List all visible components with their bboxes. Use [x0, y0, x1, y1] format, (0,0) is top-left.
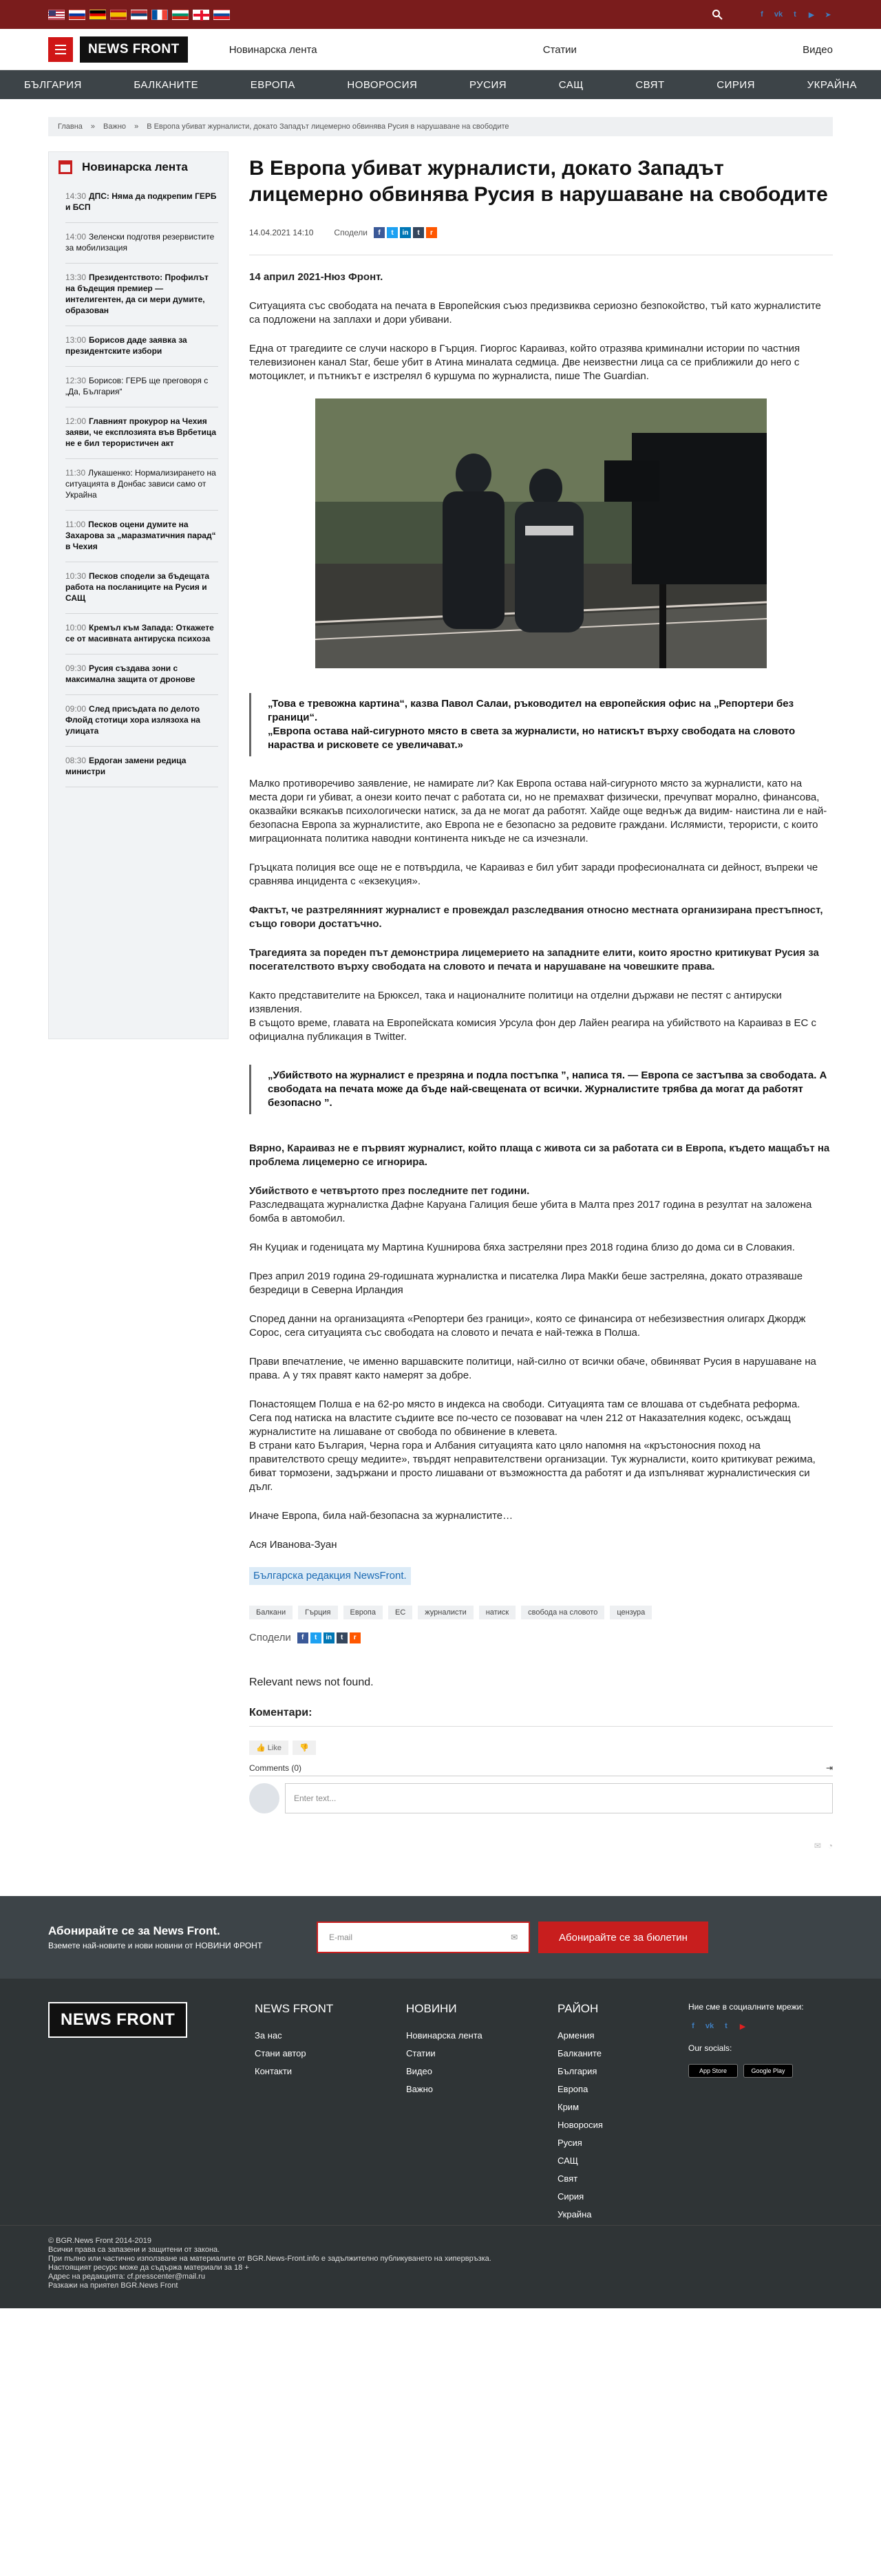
quote-line: „Европа остава най-сигурното място в света за журналисти, но натискът върху свободата на словото нараства и рисковете се увеличават.» — [268, 725, 796, 751]
subscribe-title: Абонирайте се за News Front. — [48, 1924, 220, 1937]
sidebar-news-item[interactable] — [65, 407, 218, 459]
youtube-icon[interactable]: ▶ — [739, 2022, 746, 2031]
sidebar-news-item[interactable] — [65, 695, 218, 747]
quote-line: „Това е тревожна картина“, казва Павол Салаи, ръководител на европейския офис на „Репортери без граници“. — [268, 698, 794, 723]
paragraph-line: Сега под натиска на властите съдиите все по-често се позовават на член 212 от Наказателния кодекс, осъждащ журналистите на лишаване от свобода по обвинение в клевета. — [249, 1412, 791, 1438]
our-socials-label: Our socials: — [688, 2043, 732, 2053]
telegram-icon[interactable]: ➤ — [825, 10, 831, 19]
nav-news-feed[interactable]: Новинарска лента — [229, 43, 317, 56]
menu-item-novorossiya[interactable]: НОВОРОСИЯ — [347, 78, 418, 91]
sidebar-news-item[interactable] — [65, 562, 218, 614]
thumbs-up-icon: 👍 — [256, 1744, 266, 1752]
like-label: Like — [267, 1744, 282, 1752]
copyright-line: При пълно или частично използване на материалите от BGR.News-Front.info е задължително публикуването на хипервръзка. — [48, 2255, 491, 2263]
news-headline: След присъдата по делото Флойд стотици хора излязоха на улицата — [65, 704, 200, 736]
article-author: Ася Иванова-Зуан — [249, 1539, 337, 1551]
dislike-button[interactable] — [293, 1741, 316, 1755]
copyright-line: © BGR.News Front 2014-2019 — [48, 2237, 151, 2245]
sidebar-news-item[interactable] — [65, 264, 218, 326]
share-reddit-icon[interactable]: r — [350, 1632, 361, 1643]
related-news: Relevant news not found. — [249, 1676, 374, 1688]
share-label: Сподели — [334, 228, 368, 237]
comment-input[interactable]: Enter text... — [285, 1783, 833, 1813]
header-nav — [188, 44, 833, 56]
menu-item-europe[interactable]: ЕВРОПА — [250, 78, 295, 91]
logo-front: FRONT — [132, 42, 180, 56]
subscribe-subtitle: Вземете най-новите и нови новини от НОВИНИ ФРОНТ — [48, 1941, 263, 1950]
like-button[interactable] — [249, 1741, 288, 1755]
flag-ge-icon[interactable] — [193, 10, 209, 20]
breadcrumb-home[interactable]: Главна — [58, 123, 83, 131]
flag-bg-icon[interactable] — [172, 10, 189, 20]
flag-fr-icon[interactable] — [151, 10, 168, 20]
search-icon[interactable] — [712, 9, 723, 20]
share-tumblr-icon[interactable]: t — [337, 1632, 348, 1643]
breadcrumb-current: В Европа убиват журналисти, докато Западът лицемерно обвинява Русия в нарушаване на свободите — [147, 123, 509, 131]
sidebar-header — [49, 152, 228, 182]
main-menu — [0, 70, 881, 99]
language-flags — [48, 10, 230, 20]
subscribe-button[interactable]: Абонирайте се за бюлетин — [538, 1922, 708, 1953]
tag[interactable]: журналисти — [418, 1606, 473, 1619]
footer-link[interactable]: Контакти — [255, 2066, 293, 2076]
article-body — [249, 270, 833, 1585]
calendar-icon — [59, 160, 72, 174]
news-headline: ДПС: Няма да подкрепим ГЕРБ и БСП — [65, 191, 217, 212]
share-facebook-icon[interactable]: f — [297, 1632, 308, 1643]
tag[interactable]: цензура — [610, 1606, 652, 1619]
avatar — [249, 1783, 279, 1813]
footer-link[interactable]: САЩ — [558, 2155, 578, 2166]
footer-col-region — [558, 2002, 688, 2224]
footer-link[interactable]: Украйна — [558, 2209, 592, 2220]
news-headline: Русия създава зони с максимална защита от дронове — [65, 663, 195, 684]
rss-icon[interactable]: ◔ — [827, 1841, 833, 1851]
footer-link[interactable]: Видео — [406, 2066, 432, 2076]
article-title: В Европа убиват журналисти, докато Западът лицемерно обвинява Русия в нарушаване на свободите — [249, 157, 828, 206]
menu-item-ukraine[interactable]: УКРАЙНА — [807, 78, 857, 91]
envelope-icon: ✉ — [510, 1933, 518, 1942]
nav-video[interactable]: Видео — [803, 43, 833, 56]
footer-link[interactable]: Сирия — [558, 2191, 584, 2202]
share-linkedin-icon[interactable]: in — [323, 1632, 335, 1643]
news-headline: Борисов даде заявка за президентските избори — [65, 335, 187, 356]
footer-col-news — [406, 2002, 558, 2224]
footer-link[interactable]: Стани автор — [255, 2048, 306, 2058]
vk-icon[interactable]: vk — [705, 2022, 714, 2030]
site-footer — [0, 1979, 881, 2225]
share-bar-bottom — [249, 1632, 833, 1643]
copyright-line: Всички права са запазени и защитени от закона. — [48, 2246, 220, 2254]
news-headline: Зеленски подготвя резервистите за мобилизация — [65, 232, 215, 253]
copyright-line: Адрес на редакцията: cf.presscenter@mail.ru — [48, 2272, 205, 2281]
menu-item-balkans[interactable]: БАЛКАНИТЕ — [134, 78, 199, 91]
twitter-icon[interactable]: t — [725, 2022, 728, 2030]
sidebar-news-item[interactable] — [65, 747, 218, 787]
news-time: 11:30 — [65, 468, 86, 478]
flag-sk-icon[interactable] — [213, 10, 230, 20]
breadcrumb — [48, 117, 833, 136]
tag[interactable]: свобода на словото — [521, 1606, 604, 1619]
article-date: 14.04.2021 14:10 — [249, 228, 314, 237]
news-time: 12:00 — [65, 416, 87, 426]
nav-articles[interactable]: Статии — [542, 43, 577, 56]
news-time: 10:00 — [65, 623, 87, 632]
sidebar — [48, 151, 229, 1851]
logo-news: NEWS — [88, 42, 129, 56]
flag-rs-icon[interactable] — [131, 10, 147, 20]
app-store-badge[interactable]: App Store — [688, 2064, 738, 2078]
flag-es-icon[interactable] — [110, 10, 127, 20]
footer-link[interactable]: Армения — [558, 2030, 595, 2041]
news-time: 12:30 — [65, 376, 87, 385]
site-logo[interactable] — [80, 36, 188, 63]
paragraph: Ян Куциак и годеницата му Мартина Кушнирова бяха застреляни през 2018 година близо до дома си в Словакия. — [249, 1242, 795, 1253]
copyright-line: Настоящият ресурс може да съдържа материали за 18 + — [48, 2264, 249, 2272]
news-time: 13:30 — [65, 273, 87, 282]
footer-link[interactable]: България — [558, 2066, 597, 2076]
youtube-icon[interactable]: ▶ — [808, 10, 815, 19]
footer-link[interactable]: За нас — [255, 2030, 282, 2041]
article — [249, 151, 833, 1851]
paragraph: Една от трагедиите се случи наскоро в Гърция. Гиоргос Караиваз, който отразява криминални истории по частния телевизионен канал Star, беше убит в Атина миналата седмица. Две неизвестни лица са се приближили до него с мотоциклет, и пътникът е изстрелял 6 куршума по журналиста, пише The Guardian. — [249, 343, 800, 382]
paragraph: Според данни на организацията «Репортери без граници», която се финансира от небезизвестния олигарх Джордж Сорос, сега ситуацията със свободата на словото и печата е най-тежка в Полша. — [249, 1313, 806, 1339]
paragraph — [249, 1398, 833, 1494]
sidebar-title: Новинарска лента — [82, 160, 188, 173]
paragraph: Трагедията за пореден път демонстрира лицемерието на западните елити, които яростно критикуват Русия за посегателството върху свободата на словото и печата и нарушаване на човешките права. — [249, 947, 819, 972]
flag-us-icon[interactable] — [48, 10, 65, 20]
tag[interactable]: натиск — [479, 1606, 516, 1619]
login-icon[interactable]: ⇥ — [825, 1763, 833, 1773]
news-headline: Борисов: ГЕРБ ще преговоря с „Да, България“ — [65, 376, 209, 396]
paragraph: Гръцката полиция все още не е потвърдила, че Караиваз е бил убит заради професионалната си дейност, въпреки че сравнява инцидента с «екзекуция». — [249, 862, 818, 887]
news-time: 09:00 — [65, 704, 87, 714]
news-time: 14:30 — [65, 191, 87, 201]
breadcrumb-separator: » — [134, 123, 139, 131]
news-feed-box — [48, 151, 229, 1039]
footer-link[interactable]: Новинарска лента — [406, 2030, 482, 2041]
paragraph — [249, 989, 833, 1044]
flag-de-icon[interactable] — [89, 10, 106, 20]
breadcrumb-separator: » — [90, 123, 96, 131]
menu-item-world[interactable]: СВЯТ — [635, 78, 665, 91]
vk-icon[interactable]: vk — [774, 10, 783, 19]
footer-col-title: NEWS FRONT — [255, 2002, 334, 2015]
tag[interactable]: Гърция — [298, 1606, 337, 1619]
article-meta — [249, 227, 833, 255]
source-link[interactable]: Българска редакция NewsFront. — [249, 1567, 411, 1585]
footer-logo[interactable] — [48, 2002, 187, 2038]
menu-item-syria[interactable]: СИРИЯ — [717, 78, 755, 91]
news-headline: Лукашенко: Нормализирането на ситуацията в Донбас зависи само от Украйна — [65, 468, 216, 500]
paragraph-line: Убийството е четвъртото през последните пет години. — [249, 1185, 530, 1197]
sidebar-news-item[interactable] — [65, 459, 218, 511]
top-bar — [0, 0, 881, 29]
logo-news: NEWS — [61, 2010, 112, 2029]
logo-front: FRONT — [116, 2010, 176, 2029]
social-title: Ние сме в социалните мрежи: — [688, 2002, 804, 2012]
footer-link[interactable]: Статии — [406, 2048, 436, 2058]
article-lead: 14 април 2021-Нюз Фронт. — [249, 271, 383, 283]
news-time: 09:30 — [65, 663, 87, 673]
news-headline: Песков оцени думите на Захарова за „маразматичния парад“ в Чехия — [65, 520, 216, 551]
quote-block — [249, 1065, 833, 1114]
menu-burger-button[interactable] — [48, 37, 73, 62]
sidebar-news-item[interactable] — [65, 182, 218, 223]
footer-col-title: НОВИНИ — [406, 2002, 457, 2015]
quote-block — [249, 693, 833, 756]
news-headline: Ердоган замени редица министри — [65, 756, 187, 776]
news-time: 10:30 — [65, 571, 87, 581]
menu-item-russia[interactable]: РУСИЯ — [469, 78, 507, 91]
footer-col-newsfront — [255, 2002, 406, 2224]
sidebar-news-item[interactable] — [65, 223, 218, 264]
quote-line: „Убийството на журналист е презряна и подла постъпка ”, написа тя. — Европа се застъпва за свободата. А свободата на печата може да бъде най-свещената от всички. Журналистите трябва да могат да работят безопасно ”. — [268, 1069, 827, 1109]
share-tumblr-icon[interactable]: t — [413, 227, 424, 238]
paragraph: През април 2019 година 29-годишната журналистка и писателка Лира МакКи беше застреляна, докато отразяваше безредици в Северна Ирландия — [249, 1270, 803, 1296]
paragraph-line: Понастоящем Полша е на 62-ро място в индекса на свободи. Ситуацията там се влошава от съдебната реформа. — [249, 1398, 800, 1410]
paragraph: Фактът, че разтрелянният журналист е провеждал разследвания относно местната организирана престъпност, също говори достатъчно. — [249, 904, 823, 930]
sidebar-news-item[interactable] — [65, 326, 218, 367]
news-headline: Главният прокурор на Чехия заяви, че експлозията във Врбетица не е бил терористичен акт — [65, 416, 217, 448]
share-label: Сподели — [249, 1632, 291, 1643]
thumbs-down-icon: 👎 — [299, 1744, 309, 1752]
sidebar-news-item[interactable] — [65, 511, 218, 562]
email-placeholder: E-mail — [329, 1933, 353, 1942]
share-bar — [334, 227, 437, 238]
sidebar-news-item[interactable] — [65, 614, 218, 654]
news-time: 14:00 — [65, 232, 87, 242]
news-list — [49, 182, 228, 787]
article-photo — [315, 398, 767, 668]
sidebar-news-item[interactable] — [65, 367, 218, 407]
facebook-icon[interactable]: f — [692, 2022, 694, 2030]
facebook-icon[interactable]: f — [761, 10, 763, 19]
comments-widget — [249, 1726, 833, 1851]
twitter-icon[interactable]: t — [794, 10, 796, 19]
paragraph-line: Както представителите на Брюксел, така и националните политици на отделни държави не пестят с антируски изявления. — [249, 990, 782, 1015]
paragraph — [249, 1184, 833, 1226]
comments-title: Коментари: — [249, 1707, 312, 1718]
tag[interactable]: Европа — [343, 1606, 383, 1619]
news-headline: Президентството: Профилът на бъдещия премиер — интелигентен, да си мери думите, образован — [65, 273, 209, 315]
paragraph-line: Разследващата журналистка Дафне Каруана Галиция беше убита в Малта през 2017 година в резултат на заложена бомба в автомобил. — [249, 1199, 812, 1224]
menu-item-usa[interactable]: САЩ — [558, 78, 584, 91]
footer-link[interactable]: Русия — [558, 2138, 582, 2148]
footer-social — [688, 2002, 804, 2224]
share-reddit-icon[interactable]: r — [426, 227, 437, 238]
footer-link[interactable]: Свят — [558, 2173, 578, 2184]
email-icon[interactable]: ✉ — [814, 1841, 821, 1851]
tag[interactable]: ЕС — [388, 1606, 412, 1619]
google-play-badge[interactable]: Google Play — [743, 2064, 793, 2078]
news-time: 13:00 — [65, 335, 87, 345]
share-linkedin-icon[interactable]: in — [400, 227, 411, 238]
footer-link[interactable]: Балканите — [558, 2048, 602, 2058]
news-headline: Песков сподели за бъдещата работа на посланиците на Русия и САЩ — [65, 571, 210, 603]
breadcrumb-important[interactable]: Важно — [103, 123, 127, 131]
footer-bottom — [0, 2225, 881, 2308]
paragraph-line: В същото време, главата на Европейската комисия Урсула фон дер Лайен реагира на убийството на Караиваз в ЕС с официална публикация в Twitter. — [249, 1017, 816, 1043]
news-time: 08:30 — [65, 756, 87, 765]
sidebar-news-item[interactable] — [65, 654, 218, 695]
footer-col-title: РАЙОН — [558, 2002, 599, 2015]
copyright-line[interactable]: Разкажи на приятел BGR.News Front — [48, 2281, 178, 2290]
footer-link[interactable]: Новоросия — [558, 2120, 603, 2130]
tag[interactable]: Балкани — [249, 1606, 293, 1619]
share-twitter-icon[interactable]: t — [310, 1632, 321, 1643]
footer-link[interactable]: Европа — [558, 2084, 588, 2094]
comments-tab[interactable]: Comments (0) — [249, 1763, 302, 1773]
share-facebook-icon[interactable]: f — [374, 227, 385, 238]
footer-link[interactable]: Крим — [558, 2102, 580, 2112]
paragraph: Малко противоречиво заявление, не намирате ли? Как Европа остава най-сигурното място за журналисти, като на места дори ги убиват, а онези които печат с работата си, но не премахват физически, пречупват морално, финансова, оказвайки всякакъв психологически натиск, за да не могат да работят. Хайде още веднъж да видим- наистина ли е най-безопасна Европа за журналистите, ако Европа не е безопасно за редовите граждани. Ислямисти, терористи, с които миграционната политика наводни континента никъде не са изчезнали. — [249, 778, 827, 844]
paragraph-line: В страни като България, Черна гора и Албания ситуацията като цяло напомня на «кръстоносния поход на правителството срещу медиите», твърдят неправителствени организации. Тук журналисти, които критикуват режима, биват тормозени, задържани и просто лишавани от възможността да работят и да изпълняват журналистическия си дълг. — [249, 1440, 816, 1493]
flag-ru-icon[interactable] — [69, 10, 85, 20]
paragraph: Прави впечатление, че именно варшавските политици, най-силно от всички обаче, обвиняват Русия в нарушаване на права. А у тях правят както намерят за добре. — [249, 1356, 816, 1381]
paragraph: Иначе Европа, била най-безопасна за журналистите… — [249, 1510, 513, 1522]
news-time: 11:00 — [65, 520, 86, 529]
social-links-top — [757, 10, 833, 19]
share-twitter-icon[interactable]: t — [387, 227, 398, 238]
site-header — [0, 29, 881, 70]
paragraph: Вярно, Караиваз не е първият журналист, който плаща с живота си за работата си в Европа, където мащабът на проблема лицемерно се игнорира. — [249, 1142, 830, 1168]
tag-list — [249, 1606, 833, 1619]
paragraph: Ситуацията със свободата на печата в Европейския съюз предизвиква сериозно безпокойство, тъй като журналистите са подложени на заплахи и дори убивани. — [249, 300, 821, 326]
footer-link[interactable]: Важно — [406, 2084, 434, 2094]
news-headline: Кремъл към Запада: Откажете се от масивната антируска психоза — [65, 623, 214, 643]
subscribe-section — [0, 1896, 881, 1979]
subscribe-email-input[interactable] — [317, 1922, 530, 1953]
menu-item-bulgaria[interactable]: БЪЛГАРИЯ — [24, 78, 82, 91]
